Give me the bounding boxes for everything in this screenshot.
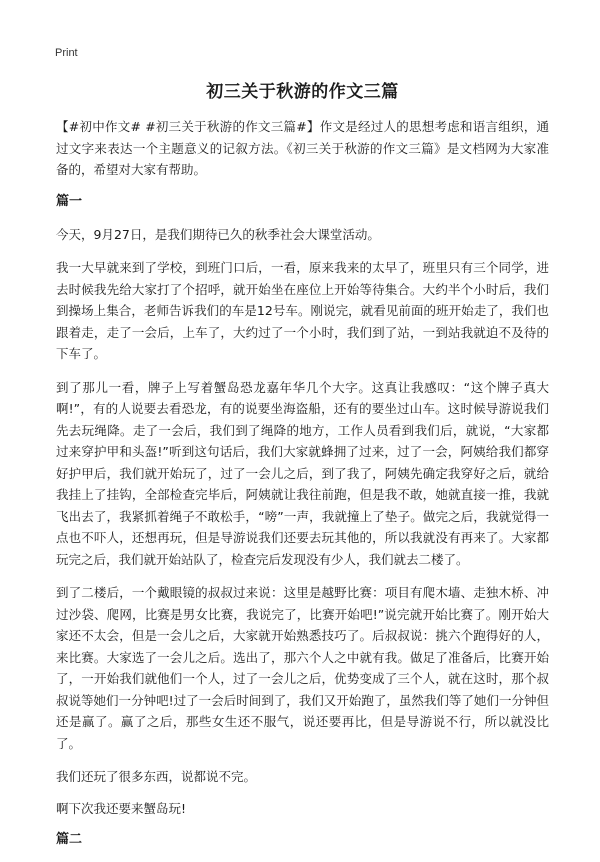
section-1-paragraph-2: 我一大早就来到了学校，到班门口后，一看，原来我来的太早了，班里只有三个同学，进去时候我先给大家打了个招呼，就开始坐在座位上开始等待集合。大约半个小时后，我们到操场上集合，老师告诉我们的车是12号车。刚说完，就看见前面的班开始走了，我们也跟着走，走了一会后，上车了，大约过了一个小时，我们到了站，一到站我就迫不及待的下车了。 (56, 260, 549, 361)
section-1-paragraph-1: 今天，9月27日，是我们期待已久的秋季社会大课堂活动。 (56, 226, 380, 242)
section-heading-2: 篇二 (56, 832, 83, 847)
section-1-paragraph-5: 我们还玩了很多东西，说都说不完。 (56, 769, 257, 784)
document-body (56, 80, 549, 862)
section-1-paragraph-4: 到了二楼后，一个戴眼镜的叔叔过来说：这里是越野比赛：项目有爬木墙、走独木桥、冲过沙袋、爬网，比赛是男女比赛，我说完了，比赛开始吧!”说完就开始比赛了。刚开始大家还不太会，但是一会儿之后，大家就开始熟悉技巧了。后叔叔说：挑六个跑得好的人，来比赛。大家选了一会儿之后。选出了，那六个人之中就有我。做足了准备后，比赛开始了，一开始我们就他们一个人，过了一会儿之后，优势变成了三个人，就在这时，那个叔叔说等她们一分钟吧!过了一会后时间到了，我们又开始跑了，虽然我们等了她们一分钟但还是赢了。赢了之后，那些女生还不服气，说还要再比，但是导游说不行，所以就没比了。 (56, 585, 549, 751)
section-1-paragraph-6: 啊下次我还要来蟹岛玩! (56, 800, 187, 816)
print-label: Print (55, 47, 78, 59)
intro-paragraph: 【#初中作文# #初三关于秋游的作文三篇#】作文是经过人的思想考虑和语言组织，通过文字来表达一个主题意义的记叙方法。《初三关于秋游的作文三篇》是文档网为大家准备的，希望对大家有帮助。 (56, 119, 549, 177)
section-heading-1: 篇一 (56, 193, 83, 209)
section-1-paragraph-3: 到了那儿一看，牌子上写着蟹岛恐龙嘉年华几个大字。这真让我感叹：“这个牌子真大啊!”，有的人说要去看恐龙，有的说要坐海盗船，还有的要坐过山车。这时候导游说我们先去玩绳降。走了一会后，我们到了绳降的地方，工作人员看到我们后，就说，“大家都过来穿护甲和头盔!”听到这句话后，我们大家就蜂拥了过来，过了一会，阿姨给我们都穿好护甲后，我们就开始玩了，过了一会儿之后，到了我了，阿姨先确定我穿好之后，就给我挂上了挂钩，全部检查完毕后，阿姨就让我往前跑，但是我不敢，她就直接一推，我就飞出去了，我紧抓着绳子不敢松手，“嗙”一声，我就撞上了垫子。做完之后，我就觉得一点也不吓人，还想再玩，但是导游说我们还要去玩其他的，所以我就没有再来了。大家都玩完之后，我们就开始站队了，检查完后发现没有少人，我们就去二楼了。 (56, 379, 549, 567)
document-title: 初三关于秋游的作文三篇 (206, 82, 399, 102)
